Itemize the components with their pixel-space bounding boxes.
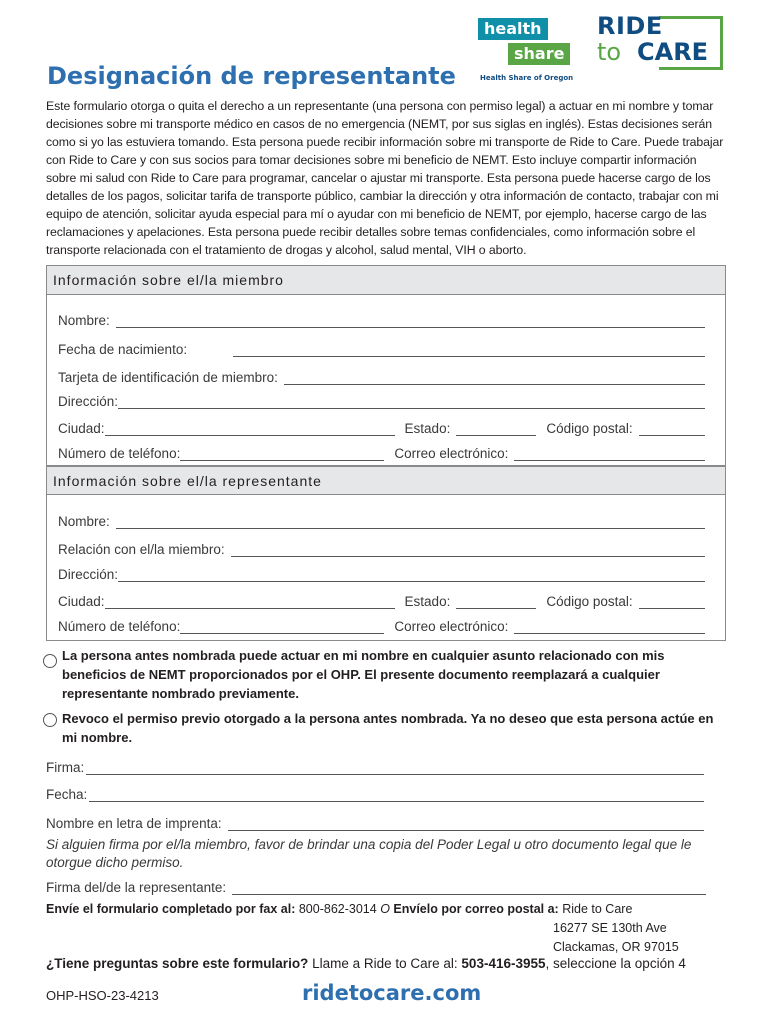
member-email-label: Correo electrónico: <box>394 446 509 461</box>
rep-zip-label: Código postal: <box>546 594 633 609</box>
member-name-label: Nombre: <box>58 313 110 328</box>
member-state-field[interactable] <box>456 421 536 436</box>
grant-radio[interactable] <box>43 654 57 668</box>
signature-field[interactable] <box>86 760 704 775</box>
print-name-label: Nombre en letra de imprenta: <box>46 816 222 831</box>
rep-info-section <box>46 466 726 641</box>
signature-label: Firma: <box>46 760 85 775</box>
fax-number: 800-862-3014 <box>298 902 377 916</box>
health-share-logo-subtitle: Health Share of Oregon <box>480 74 574 82</box>
submission-instructions <box>46 900 736 954</box>
grant-option-text: La persona antes nombrada puede actuar en mi nombre en cualquier asunto relacionado con mis beneficios de NEMT proporcionados por el OHP. El presente documento reemplazará a cualquier representante nombrado previamente. <box>62 648 665 701</box>
date-row <box>46 782 704 802</box>
form-code: OHP-HSO-23-4213 <box>46 988 159 1003</box>
mail-address-line-1: Ride to Care <box>562 902 633 916</box>
submission-line-1 <box>46 900 736 919</box>
rep-address-field[interactable] <box>118 567 705 582</box>
rep-state-field[interactable] <box>456 594 536 609</box>
date-label: Fecha: <box>46 787 88 802</box>
intro-paragraph: Este formulario otorga o quita el derecho a un representante (una persona con permiso legal) a actuar en mi nombre y tomar decisiones sobre mi transporte médico en casos de no emergencia (NEMT, por sus siglas en inglés). Estas decisiones serán como si yo las estuviera tomando. Esta persona puede recibir información sobre mi transporte de Ride to Care. Puede trabajar con Ride to Care y con sus socios para tomar decisiones sobre mi beneficio de NEMT. Esto incluye compartir información sobre mi salud con Ride to Care para programar, cancelar o ajustar mi transporte. Esta persona puede hacerse cargo de los detalles de los pagos, solicitar tarifa de transporte público, cambiar la dirección y otra información de contacto, trabajar con mi equipo de atención, solicitar ayuda especial para mí o ayudar con mi beneficio de NEMT, por ejemplo, hacerse cargo de las reclamaciones y apelaciones. Esta persona puede recibir detalles sobre temas confidenciales, como información sobre el transporte relacionada con el tratamiento de drogas y alcohol, salud mental, VIH o aborto. <box>46 99 724 257</box>
fax-label: Envíe el formulario completado por fax al: <box>46 902 296 916</box>
rep-zip-field[interactable] <box>639 594 705 609</box>
member-city-row <box>58 416 705 436</box>
member-zip-field[interactable] <box>639 421 705 436</box>
power-of-attorney-note: Si alguien firma por el/la miembro, favor de brindar una copia del Poder Legal u otro documento legal que le otorgue dicho permiso. <box>46 837 692 870</box>
rep-signature-row <box>46 875 706 895</box>
member-address-row <box>58 389 705 409</box>
ride-to-care-logo-care: CARE <box>637 38 709 66</box>
rep-signature-field[interactable] <box>232 880 706 895</box>
member-phone-row <box>58 441 705 461</box>
rep-city-row <box>58 589 705 609</box>
revoke-option-text: Revoco el permiso previo otorgado a la persona antes nombrada. Ya no deseo que esta persona actúe en mi nombre. <box>62 711 714 745</box>
member-email-field[interactable] <box>514 446 705 461</box>
health-share-logo-health: health <box>478 18 548 40</box>
ride-to-care-logo-to: to <box>597 38 622 66</box>
member-dob-row <box>58 337 705 357</box>
member-zip-label: Código postal: <box>546 421 633 436</box>
rep-email-label: Correo electrónico: <box>394 619 509 634</box>
questions-line <box>46 956 686 971</box>
website-link[interactable]: ridetocare.com <box>302 981 482 1005</box>
date-field[interactable] <box>89 787 704 802</box>
rep-relation-field[interactable] <box>231 542 705 557</box>
member-name-row <box>58 308 705 328</box>
member-section-heading: Información sobre el/la miembro <box>47 266 725 295</box>
member-name-field[interactable] <box>116 313 705 328</box>
health-share-logo <box>478 14 574 86</box>
questions-rest: , seleccione la opción 4 <box>545 956 686 971</box>
rep-section-heading: Información sobre el/la representante <box>47 466 725 495</box>
ride-to-care-logo <box>597 14 727 72</box>
member-phone-label: Número de teléfono: <box>58 446 181 461</box>
rep-name-row <box>58 509 705 529</box>
rep-address-label: Dirección: <box>58 567 119 582</box>
mail-label: Envíelo por correo postal a: <box>393 902 559 916</box>
member-dob-field[interactable] <box>233 342 705 357</box>
revoke-radio[interactable] <box>43 713 57 727</box>
member-info-section <box>46 265 726 466</box>
rep-relation-label: Relación con el/la miembro: <box>58 542 225 557</box>
member-id-label: Tarjeta de identificación de miembro: <box>58 370 278 385</box>
rep-phone-label: Número de teléfono: <box>58 619 181 634</box>
print-name-row <box>46 811 704 831</box>
rep-relation-row <box>58 537 705 557</box>
rep-name-field[interactable] <box>116 514 705 529</box>
member-dob-label: Fecha de nacimiento: <box>58 342 188 357</box>
mail-address-line-2: 16277 SE 130th Ave <box>553 921 667 935</box>
rep-name-label: Nombre: <box>58 514 110 529</box>
member-address-label: Dirección: <box>58 394 119 409</box>
revoke-option <box>46 709 726 747</box>
member-state-label: Estado: <box>404 421 451 436</box>
mail-address-line-3: Clackamas, OR 97015 <box>553 940 679 954</box>
or-text: O <box>380 902 390 916</box>
rep-phone-field[interactable] <box>180 619 384 634</box>
questions-phone: 503-416-3955 <box>461 956 546 971</box>
grant-option <box>46 646 726 703</box>
rep-address-row <box>58 562 705 582</box>
rep-city-label: Ciudad: <box>58 594 105 609</box>
rep-email-field[interactable] <box>514 619 705 634</box>
member-id-row <box>58 365 705 385</box>
member-city-label: Ciudad: <box>58 421 105 436</box>
member-address-field[interactable] <box>118 394 705 409</box>
signature-row <box>46 755 704 775</box>
print-name-field[interactable] <box>228 816 704 831</box>
rep-signature-label: Firma del/de la representante: <box>46 880 227 895</box>
rep-state-label: Estado: <box>404 594 451 609</box>
member-phone-field[interactable] <box>180 446 384 461</box>
health-share-logo-share: share <box>508 43 570 65</box>
questions-lead: ¿Tiene preguntas sobre este formulario? <box>46 956 309 971</box>
ride-to-care-logo-ride: RIDE <box>597 12 663 40</box>
questions-call: Llame a Ride to Care al: <box>312 956 458 971</box>
rep-city-field[interactable] <box>105 594 395 609</box>
page-title: Designación de representante <box>47 62 456 90</box>
member-city-field[interactable] <box>105 421 395 436</box>
rep-phone-row <box>58 614 705 634</box>
member-id-field[interactable] <box>284 370 705 385</box>
